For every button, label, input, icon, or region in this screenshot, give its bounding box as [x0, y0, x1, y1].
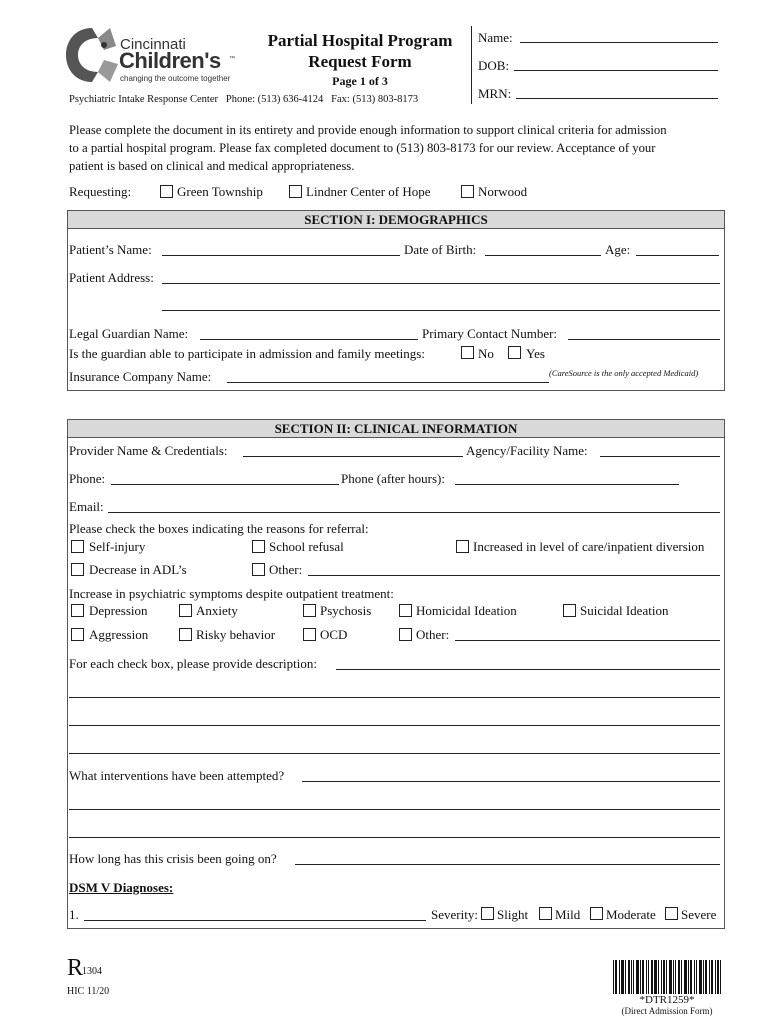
severity-mild-label: Mild [555, 907, 581, 922]
agency-field[interactable] [600, 456, 720, 457]
intro-line: patient is based on clinical and medical appropriateness. [69, 159, 355, 173]
primary-contact-field[interactable] [568, 339, 720, 340]
dob-label: DOB: [478, 58, 510, 73]
other-symptom-checkbox[interactable] [399, 628, 412, 641]
other-reason-field[interactable] [308, 575, 720, 576]
risky-behavior-label: Risky behavior [196, 627, 276, 642]
barcode [612, 960, 722, 994]
depression-checkbox[interactable] [71, 604, 84, 617]
contact-line: Psychiatric Intake Response Center Phone: (513) 636-4124 Fax: (513) 803-8173 [69, 94, 419, 105]
interventions-field[interactable] [302, 781, 720, 782]
suicidal-ideation-label: Suicidal Ideation [580, 603, 669, 618]
guardian-name-field[interactable] [200, 339, 418, 340]
depression-label: Depression [89, 603, 148, 618]
description-field-line[interactable] [69, 753, 720, 754]
guardian-no-checkbox[interactable] [461, 346, 474, 359]
form-title-line1: Partial Hospital Program [267, 31, 453, 50]
patient-address-field[interactable] [162, 283, 720, 284]
aggression-checkbox[interactable] [71, 628, 84, 641]
logo-tagline: changing the outcome together [120, 74, 231, 83]
norwood-label: Norwood [478, 184, 528, 199]
severity-severe-label: Severe [681, 907, 717, 922]
description-field[interactable] [336, 669, 720, 670]
psychosis-checkbox[interactable] [303, 604, 316, 617]
guardian-no-label: No [478, 346, 494, 361]
section-demographics [67, 210, 725, 391]
severity-label: Severity: [431, 907, 478, 922]
ocd-checkbox[interactable] [303, 628, 316, 641]
section2-title: SECTION II: CLINICAL INFORMATION [67, 419, 725, 438]
anxiety-checkbox[interactable] [179, 604, 192, 617]
self-injury-label: Self-injury [89, 539, 146, 554]
crisis-duration-label: How long has this crisis been going on? [69, 851, 277, 866]
symptoms-label: Increase in psychiatric symptoms despite outpatient treatment: [69, 586, 394, 601]
form-title-line2: Request Form [308, 52, 412, 71]
mrn-field[interactable] [516, 98, 718, 99]
other-symptom-label: Other: [416, 627, 450, 642]
guardian-name-label: Legal Guardian Name: [69, 326, 189, 341]
phone-after-hours-label: Phone (after hours): [341, 471, 445, 486]
phone-after-hours-field[interactable] [455, 484, 679, 485]
header-divider [471, 26, 472, 104]
severity-slight-label: Slight [497, 907, 529, 922]
lindner-center-label: Lindner Center of Hope [306, 184, 431, 199]
page-number: Page 1 of 3 [332, 74, 388, 88]
insurance-field[interactable] [227, 382, 549, 383]
patient-address-label: Patient Address: [69, 270, 154, 285]
decrease-adl-label: Decrease in ADL’s [89, 562, 187, 577]
age-field[interactable] [636, 255, 719, 256]
dob-label-s1: Date of Birth: [404, 242, 477, 257]
interventions-field-line[interactable] [69, 837, 720, 838]
mrn-label: MRN: [478, 86, 512, 101]
revision-number: 1304 [82, 966, 102, 977]
other-reason-label: Other: [269, 562, 303, 577]
severity-moderate-label: Moderate [606, 907, 656, 922]
suicidal-ideation-checkbox[interactable] [563, 604, 576, 617]
norwood-checkbox[interactable] [461, 185, 474, 198]
decrease-adl-checkbox[interactable] [71, 563, 84, 576]
phone-label: Phone: [69, 471, 106, 486]
patient-address-field-line2[interactable] [162, 310, 720, 311]
age-label: Age: [605, 242, 631, 257]
lindner-center-checkbox[interactable] [289, 185, 302, 198]
description-field-line[interactable] [69, 725, 720, 726]
patient-name-field[interactable] [162, 255, 400, 256]
severity-mild-checkbox[interactable] [539, 907, 552, 920]
provider-field[interactable] [243, 456, 463, 457]
other-symptom-field[interactable] [455, 640, 720, 641]
risky-behavior-checkbox[interactable] [179, 628, 192, 641]
revision-letter: R [67, 955, 84, 981]
logo-text-city: Cincinnati [120, 36, 186, 53]
guardian-yes-label: Yes [526, 346, 545, 361]
description-label: For each check box, please provide description: [69, 656, 317, 671]
homicidal-ideation-checkbox[interactable] [399, 604, 412, 617]
intro-paragraph [69, 121, 667, 175]
increased-care-label: Increased in level of care/inpatient diversion [473, 539, 705, 554]
name-field[interactable] [520, 42, 718, 43]
barcode-text: *DTR1259* [639, 994, 695, 1006]
patient-name-label: Patient’s Name: [69, 242, 152, 257]
dob-field[interactable] [514, 70, 718, 71]
referral-reasons-label: Please check the boxes indicating the reasons for referral: [69, 521, 369, 536]
caresource-note: (CareSource is the only accepted Medicaid) [549, 368, 699, 378]
email-label: Email: [69, 499, 104, 514]
anxiety-label: Anxiety [196, 603, 238, 618]
green-township-checkbox[interactable] [160, 185, 173, 198]
email-field[interactable] [108, 512, 720, 513]
phone-field[interactable] [111, 484, 339, 485]
psychosis-label: Psychosis [320, 603, 372, 618]
diagnosis-number: 1. [69, 907, 79, 922]
ocd-label: OCD [320, 627, 348, 642]
logo-text-name: Children's [119, 48, 221, 73]
guardian-question: Is the guardian able to participate in admission and family meetings: [69, 346, 425, 361]
severity-moderate-checkbox[interactable] [590, 907, 603, 920]
other-reason-checkbox[interactable] [252, 563, 265, 576]
green-township-label: Green Township [177, 184, 263, 199]
dsm-diagnoses-heading: DSM V Diagnoses: [69, 880, 174, 895]
primary-contact-label: Primary Contact Number: [422, 326, 558, 341]
diagnosis-1-field[interactable] [84, 920, 426, 921]
interventions-field-line[interactable] [69, 809, 720, 810]
barcode-icon [612, 960, 722, 994]
barcode-caption: (Direct Admission Form) [621, 1006, 713, 1016]
requesting-label: Requesting: [69, 184, 132, 199]
hic-date: HIC 11/20 [67, 986, 110, 997]
name-label: Name: [478, 30, 513, 45]
aggression-label: Aggression [89, 627, 149, 642]
date-of-birth-field[interactable] [485, 255, 601, 256]
form-title [240, 30, 480, 72]
interventions-label: What interventions have been attempted? [69, 768, 285, 783]
intro-line: to a partial hospital program. Please fax completed document to (513) 803-8173 for our review. Acceptance of your [69, 141, 656, 155]
intro-line: Please complete the document in its entirety and provide enough information to support clinical criteria for admission [69, 123, 667, 137]
increased-care-checkbox[interactable] [456, 540, 469, 553]
provider-label: Provider Name & Credentials: [69, 443, 228, 458]
logo-trademark: ™ [229, 56, 235, 62]
severity-severe-checkbox[interactable] [665, 907, 678, 920]
self-injury-checkbox[interactable] [71, 540, 84, 553]
logo-mark-icon [64, 24, 120, 86]
severity-slight-checkbox[interactable] [481, 907, 494, 920]
school-refusal-checkbox[interactable] [252, 540, 265, 553]
agency-label: Agency/Facility Name: [466, 443, 588, 458]
section1-title: SECTION I: DEMOGRAPHICS [67, 210, 725, 229]
guardian-yes-checkbox[interactable] [508, 346, 521, 359]
school-refusal-label: School refusal [269, 539, 344, 554]
description-field-line[interactable] [69, 697, 720, 698]
insurance-label: Insurance Company Name: [69, 369, 212, 384]
homicidal-ideation-label: Homicidal Ideation [416, 603, 517, 618]
crisis-duration-field[interactable] [295, 864, 720, 865]
